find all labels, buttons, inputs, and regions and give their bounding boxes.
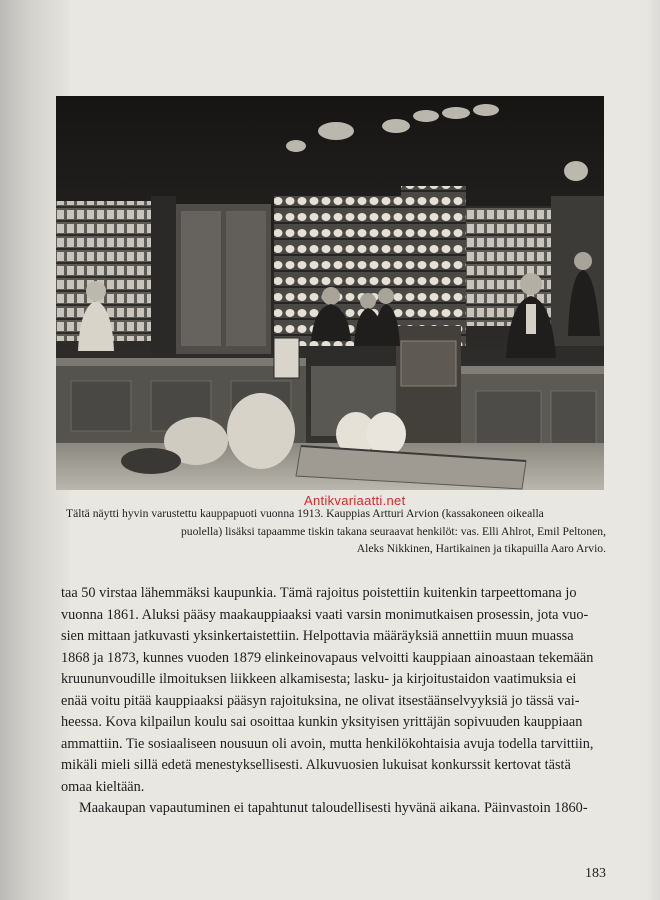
caption-line: puolella) lisäksi tapaamme tiskin takana seuraavat henkilöt: vas. Elli Ahlrot, Emil Peltonen, <box>180 524 606 538</box>
body-line: omaa kieltään. <box>61 778 145 795</box>
body-line: taa 50 virstaa lähemmäksi kaupunkia. Tämä rajoitus poistettiin kuitenkin tarpeettomana jo <box>61 585 577 601</box>
body-paragraphs <box>61 583 611 820</box>
body-line: Maakaupan vapautuminen ei tapahtunut taloudellisesti hyvänä aikana. Päinvastoin 1860- <box>79 800 588 816</box>
body-line: heessa. Kova kilpailun koulu sai osoittaa kunkin yksityisen yrittäjän sopivuuden kauppiaan <box>61 714 583 730</box>
caption-line: Tältä näytti hyvin varustettu kauppapuoti vuonna 1913. Kauppias Artturi Arvion (kassakoneen oikealla <box>66 507 544 520</box>
body-line: enää voitu pitää kauppiaaksi pääsyn rajoituksina, ne olivat itsestäänselvyyksiä jo tässä vai- <box>61 692 580 709</box>
body-line: mikäli mieli sillä edetä menestyksellisesti. Alkuvuosien lukuisat konkurssit kertovat tästä <box>61 757 571 773</box>
body-line: 1868 ja 1873, kunnes vuoden 1879 elinkeinovapaus velvoitti kauppiaan ainoastaan tekemään <box>61 649 594 666</box>
body-line: kruununvoudille ilmoituksen liikkeen alkamisesta; lasku- ja kirjoitustaidon vaatimuksia ei <box>61 671 577 687</box>
historic-shop-photo <box>56 96 604 508</box>
photo-caption <box>66 505 606 558</box>
body-line: ammattiin. Tie sosiaaliseen nousuun oli avoin, mutta henkilökohtaisia avuja todella tarvittiin, <box>61 735 594 752</box>
shop-interior-illustration <box>56 96 604 490</box>
caption-line: Aleks Nikkinen, Hartikainen ja tikapuilla Aaro Arvio. <box>356 542 606 555</box>
watermark: Antikvariaatti.net <box>304 493 406 508</box>
body-line: sien mittaan jatkuvasti yksinkertaistettiin. Helpottavia määräyksiä annettiin muun muassa <box>61 628 574 644</box>
body-line: vuonna 1861. Aluksi pääsy maakauppiaaksi vaati varsin monimutkaisen prosessin, jota vuo- <box>61 606 589 623</box>
page-edge <box>646 0 660 900</box>
page-number: 183 <box>585 866 606 881</box>
